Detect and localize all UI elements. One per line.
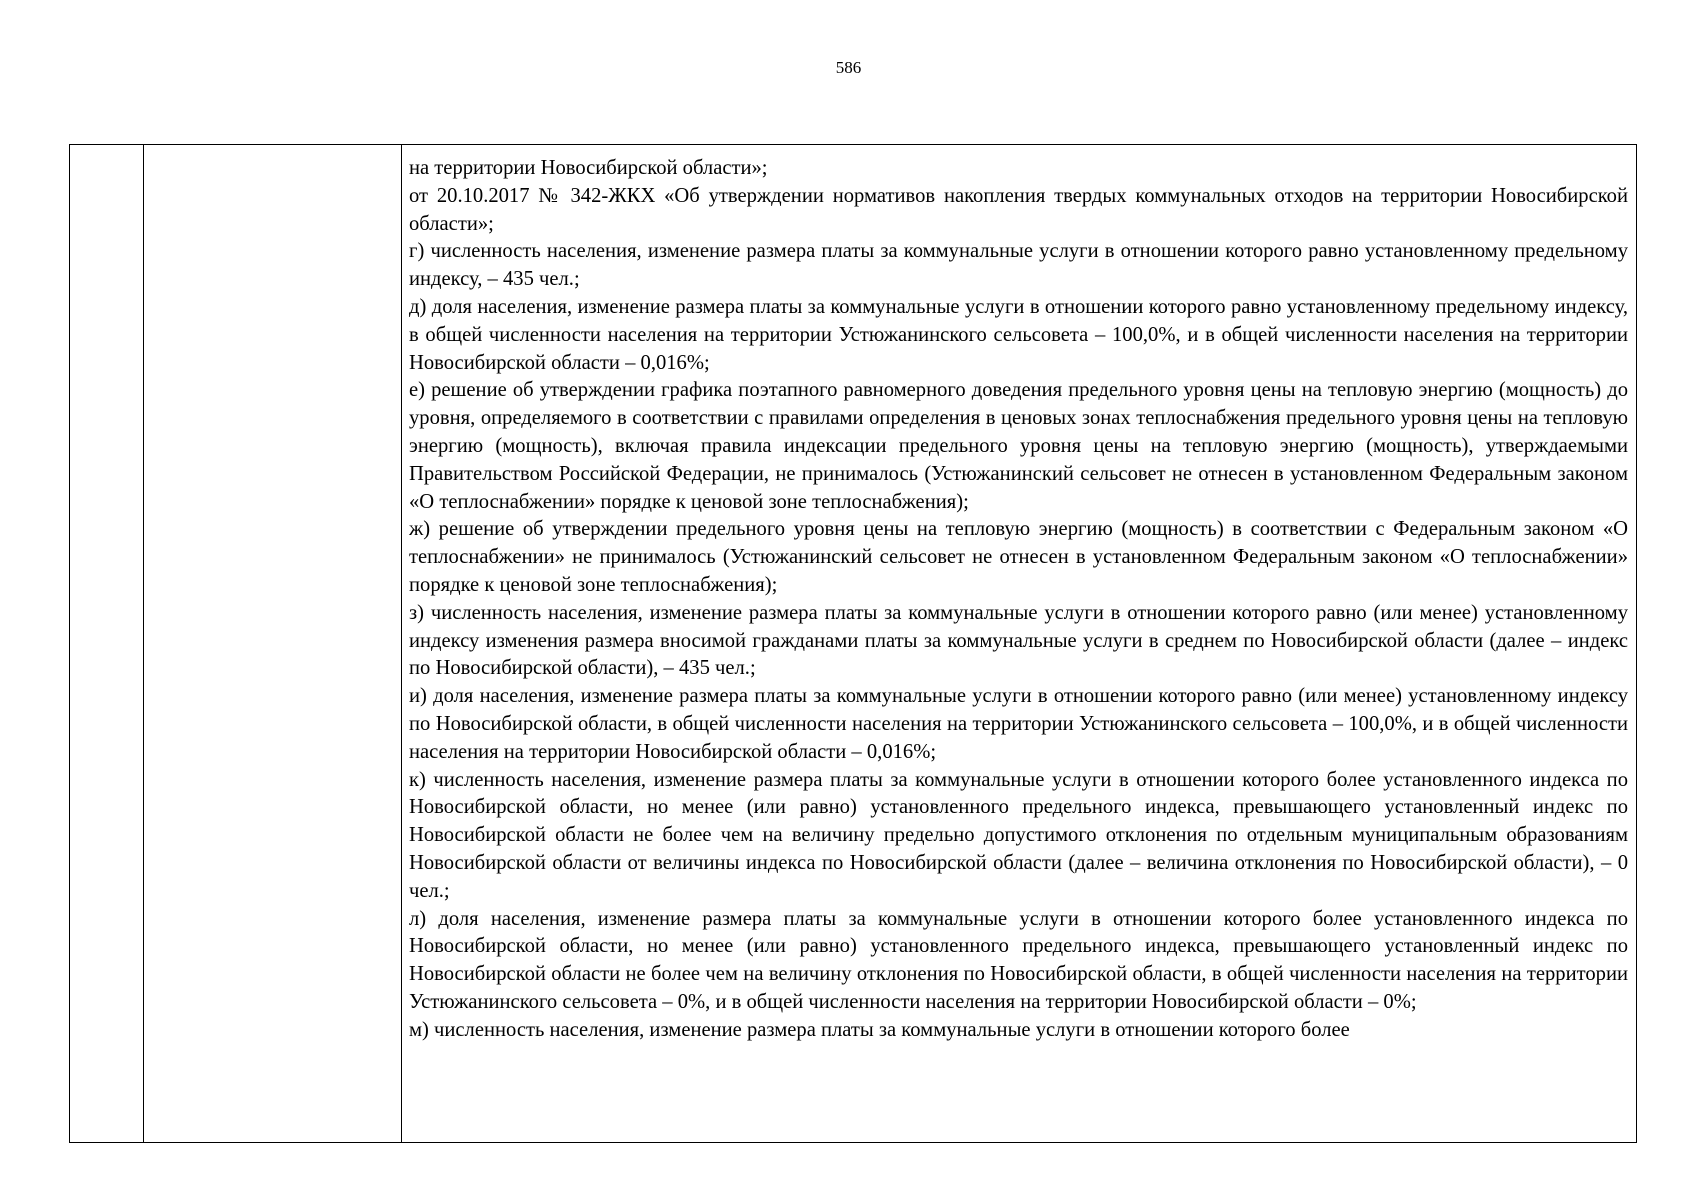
paragraph-item-e: е) решение об утверждении графика поэтапного равномерного доведения предельного уровня цены на тепловую энергию (мощность) до уровня, определяемого в соответствии с правилами определения в ценовых зонах теплоснабжения предельного уровня цены на тепловую энергию (мощность), включая правила индексации предельного уровня цены на тепловую энергию (мощность), утверждаемыми Правительством Российской Федерации, не принималось (Устюжанинский сельсовет не отнесен в установленном Федеральным законом «О теплоснабжении» порядке к ценовой зоне теплоснабжения);	[409, 379, 1628, 513]
column-divider-2	[401, 145, 402, 1142]
paragraph-item-z: з) численность населения, изменение размера платы за коммунальные услуги в отношении которого равно (или менее) установленному индексу изменения размера вносимой гражданами платы за коммунальные услуги в среднем по Новосибирской области (далее – индекс по Новосибирской области), – 435 чел.;	[409, 601, 1628, 680]
paragraph-item-g: г) численность населения, изменение размера платы за коммунальные услуги в отношении которого равно установленному предельному индексу, – 435 чел.;	[409, 240, 1628, 291]
document-table	[69, 144, 1637, 1143]
column-divider-1	[143, 145, 144, 1142]
paragraph-item-d: д) доля населения, изменение размера платы за коммунальные услуги в отношении которого равно установленному предельному индексу, в общей численности населения на территории Устюжанинского сельсовета – 100,0%, и в общей численности населения на территории Новосибирской области – 0,016%;	[409, 295, 1628, 374]
page-number: 586	[835, 58, 862, 77]
paragraph-item-m: м) численность населения, изменение размера платы за коммунальные услуги в отношении которого более	[409, 1018, 1350, 1041]
paragraph-item-zh: ж) решение об утверждении предельного уровня цены на тепловую энергию (мощность) в соответствии с Федеральным законом «О теплоснабжении» не принималось (Устюжанинский сельсовет не отнесен в установленном Федеральным законом «О теплоснабжении» порядке к ценовой зоне теплоснабжения);	[409, 518, 1628, 596]
paragraph-item-l: л) доля населения, изменение размера платы за коммунальные услуги в отношении которого более установленного индекса по Новосибирской области, но менее (или равно) установленного предельного индекса, превышающего установленный индекс по Новосибирской области не более чем на величину отклонения по Новосибирской области, в общей численности населения на территории Устюжанинского сельсовета – 0%, и в общей численности населения на территории Новосибирской области – 0%;	[409, 907, 1628, 1013]
paragraph-order-342: от 20.10.2017 № 342-ЖКХ «Об утверждении нормативов накопления твердых коммунальных отходов на территории Новосибирской области»;	[409, 184, 1628, 235]
content-cell	[409, 155, 1628, 1139]
paragraph-item-i: и) доля населения, изменение размера платы за коммунальные услуги в отношении которого равно (или менее) установленному индексу по Новосибирской области, в общей численности населения на территории Устюжанинского сельсовета – 100,0%, и в общей численности населения на территории Новосибирской области – 0,016%;	[409, 685, 1628, 763]
paragraph-item-k: к) численность населения, изменение размера платы за коммунальные услуги в отношении которого более установленного индекса по Новосибирской области, но менее (или равно) установленного предельного индекса, превышающего установленный индекс по Новосибирской области не более чем на величину предельно допустимого отклонения по отдельным муниципальным образованиям Новосибирской области от величины индекса по Новосибирской области (далее – величина отклонения по Новосибирской области), – 0 чел.;	[409, 768, 1628, 902]
paragraph-continuation: на территории Новосибирской области»;	[409, 157, 768, 179]
